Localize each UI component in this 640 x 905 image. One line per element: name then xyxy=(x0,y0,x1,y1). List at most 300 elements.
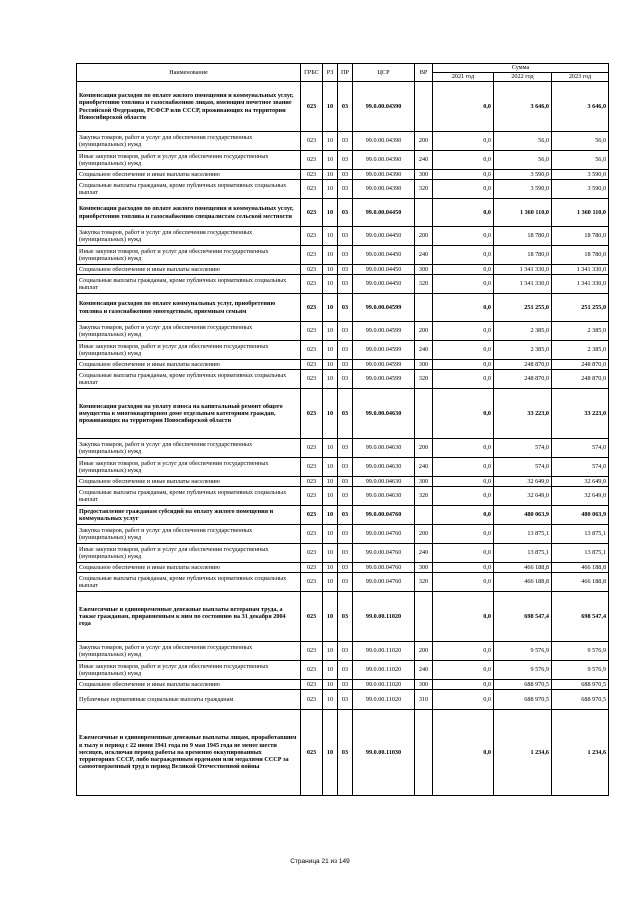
row-grbs: 023 xyxy=(301,322,323,341)
row-vr: 200 xyxy=(415,322,433,341)
row-grbs: 023 xyxy=(301,458,323,477)
header-name: Наименование xyxy=(77,64,301,82)
row-grbs: 023 xyxy=(301,525,323,544)
row-sum-2022: 13 875,1 xyxy=(494,544,552,563)
row-grbs: 023 xyxy=(301,151,323,170)
row-sum-2023: 248 870,0 xyxy=(552,360,609,370)
row-pr: 03 xyxy=(338,322,353,341)
row-vr xyxy=(415,592,433,642)
row-sum-2021: 0,0 xyxy=(433,322,494,341)
row-sum-2021: 0,0 xyxy=(433,592,494,642)
table-row xyxy=(77,246,609,265)
row-vr: 200 xyxy=(415,227,433,246)
row-name: Закупка товаров, работ и услуг для обеспечения государственных (муниципальных) нужд xyxy=(77,525,301,544)
row-name: Закупка товаров, работ и услуг для обеспечения государственных (муниципальных) нужд xyxy=(77,642,301,661)
row-sum-2022: 18 780,0 xyxy=(494,246,552,265)
row-csr: 99.0.00.11020 xyxy=(353,661,415,680)
row-vr: 300 xyxy=(415,477,433,487)
row-vr: 300 xyxy=(415,360,433,370)
row-sum-2021: 0,0 xyxy=(433,360,494,370)
row-csr: 99.0.00.04390 xyxy=(353,151,415,170)
row-name: Социальное обеспечение и иные выплаты населению xyxy=(77,563,301,573)
row-csr: 99.0.00.11020 xyxy=(353,592,415,642)
row-name: Компенсация расходов по оплате жилого помещения и коммунальных услуг, приобретению топлива и газоснабжению лицам, имеющим почетное звание Российской Федерации, РСФСР или СССР, проживающих на территории Новосибирской области xyxy=(77,82,301,132)
row-csr: 99.0.00.04760 xyxy=(353,563,415,573)
row-name: Социальные выплаты гражданам, кроме публичных нормативных социальных выплат xyxy=(77,573,301,592)
row-sum-2022: 33 223,0 xyxy=(494,389,552,439)
row-grbs: 023 xyxy=(301,439,323,458)
row-pr: 03 xyxy=(338,458,353,477)
row-grbs: 023 xyxy=(301,477,323,487)
row-name: Иные закупки товаров, работ и услуг для обеспечения государственных (муниципальных) нужд xyxy=(77,458,301,477)
row-sum-2023: 698 547,4 xyxy=(552,592,609,642)
row-csr: 99.0.00.04390 xyxy=(353,170,415,180)
header-year-2023: 2023 год xyxy=(552,73,609,82)
table-row xyxy=(77,360,609,370)
row-vr: 300 xyxy=(415,170,433,180)
row-csr: 99.0.00.04390 xyxy=(353,82,415,132)
row-grbs: 023 xyxy=(301,132,323,151)
row-pr: 03 xyxy=(338,544,353,563)
page-number: Страница 21 из 149 xyxy=(290,858,350,865)
row-sum-2023: 480 063,9 xyxy=(552,506,609,525)
table-row xyxy=(77,265,609,275)
row-vr: 240 xyxy=(415,544,433,563)
row-sum-2023: 32 649,0 xyxy=(552,487,609,506)
row-vr: 240 xyxy=(415,458,433,477)
table-row xyxy=(77,275,609,294)
header-sum: Сумма xyxy=(433,64,609,73)
row-sum-2021: 0,0 xyxy=(433,180,494,199)
table-row xyxy=(77,227,609,246)
table-row-section xyxy=(77,710,609,796)
row-sum-2022: 698 547,4 xyxy=(494,592,552,642)
row-csr: 99.0.00.11020 xyxy=(353,642,415,661)
row-name: Социальное обеспечение и иные выплаты населению xyxy=(77,680,301,690)
row-pr: 03 xyxy=(338,563,353,573)
row-rz: 10 xyxy=(323,477,338,487)
row-rz: 10 xyxy=(323,661,338,680)
row-sum-2021: 0,0 xyxy=(433,661,494,680)
row-sum-2022: 1 360 110,0 xyxy=(494,199,552,227)
row-csr: 99.0.00.11020 xyxy=(353,690,415,710)
row-vr xyxy=(415,82,433,132)
row-csr: 99.0.00.04630 xyxy=(353,389,415,439)
row-vr: 240 xyxy=(415,341,433,360)
row-csr: 99.0.00.04599 xyxy=(353,370,415,389)
row-pr: 03 xyxy=(338,525,353,544)
row-sum-2022: 251 255,0 xyxy=(494,294,552,322)
row-name: Социальные выплаты гражданам, кроме публичных нормативных социальных выплат xyxy=(77,370,301,389)
row-sum-2022: 56,0 xyxy=(494,151,552,170)
table-row xyxy=(77,458,609,477)
table-row xyxy=(77,525,609,544)
row-vr: 310 xyxy=(415,690,433,710)
row-name: Иные закупки товаров, работ и услуг для обеспечения государственных (муниципальных) нужд xyxy=(77,341,301,360)
row-csr: 99.0.00.04630 xyxy=(353,487,415,506)
budget-document xyxy=(76,63,608,796)
row-grbs: 023 xyxy=(301,592,323,642)
table-row xyxy=(77,370,609,389)
table-row-section xyxy=(77,389,609,439)
row-vr: 300 xyxy=(415,680,433,690)
row-pr: 03 xyxy=(338,360,353,370)
row-name: Закупка товаров, работ и услуг для обеспечения государственных (муниципальных) нужд xyxy=(77,132,301,151)
row-name: Иные закупки товаров, работ и услуг для обеспечения государственных (муниципальных) нужд xyxy=(77,246,301,265)
row-sum-2021: 0,0 xyxy=(433,275,494,294)
row-grbs: 023 xyxy=(301,642,323,661)
row-sum-2021: 0,0 xyxy=(433,227,494,246)
table-header xyxy=(77,64,609,82)
row-rz: 10 xyxy=(323,690,338,710)
row-vr: 240 xyxy=(415,151,433,170)
row-vr xyxy=(415,710,433,796)
row-name: Иные закупки товаров, работ и услуг для обеспечения государственных (муниципальных) нужд xyxy=(77,661,301,680)
table-row-section xyxy=(77,592,609,642)
row-rz: 10 xyxy=(323,360,338,370)
header-rz: РЗ xyxy=(323,64,338,82)
row-sum-2021: 0,0 xyxy=(433,199,494,227)
row-sum-2022: 2 385,0 xyxy=(494,322,552,341)
row-sum-2023: 3 590,0 xyxy=(552,170,609,180)
row-sum-2022: 688 970,5 xyxy=(494,680,552,690)
row-sum-2023: 13 875,1 xyxy=(552,525,609,544)
header-vr: ВР xyxy=(415,64,433,82)
row-rz: 10 xyxy=(323,642,338,661)
table-row-section xyxy=(77,506,609,525)
row-rz: 10 xyxy=(323,294,338,322)
row-csr: 99.0.00.04599 xyxy=(353,294,415,322)
row-vr: 320 xyxy=(415,487,433,506)
row-pr: 03 xyxy=(338,690,353,710)
row-vr: 300 xyxy=(415,265,433,275)
row-rz: 10 xyxy=(323,275,338,294)
row-csr: 99.0.00.11020 xyxy=(353,680,415,690)
row-sum-2023: 56,0 xyxy=(552,151,609,170)
row-sum-2022: 18 780,0 xyxy=(494,227,552,246)
row-rz: 10 xyxy=(323,525,338,544)
row-grbs: 023 xyxy=(301,680,323,690)
row-name: Компенсация расходов по оплате жилого помещения и коммунальных услуг, приобретению топлива и газоснабжению специалистам сельской местности xyxy=(77,199,301,227)
row-grbs: 023 xyxy=(301,275,323,294)
row-name: Социальные выплаты гражданам, кроме публичных нормативных социальных выплат xyxy=(77,487,301,506)
row-name: Компенсация расходов на уплату взноса на капитальный ремонт общего имущества в многоквартирном доме отдельным категориям граждан, проживающих на территории Новосибирской области xyxy=(77,389,301,439)
row-name: Предоставление гражданам субсидий на оплату жилого помещения и коммунальных услуг xyxy=(77,506,301,525)
row-grbs: 023 xyxy=(301,246,323,265)
row-csr: 99.0.00.04630 xyxy=(353,458,415,477)
row-grbs: 023 xyxy=(301,370,323,389)
row-vr: 200 xyxy=(415,132,433,151)
row-rz: 10 xyxy=(323,170,338,180)
header-grbs: ГРБС xyxy=(301,64,323,82)
row-pr: 03 xyxy=(338,439,353,458)
header-year-2021: 2021 год xyxy=(433,73,494,82)
row-csr: 99.0.00.04630 xyxy=(353,439,415,458)
row-vr xyxy=(415,294,433,322)
row-grbs: 023 xyxy=(301,294,323,322)
row-vr: 240 xyxy=(415,661,433,680)
row-name: Ежемесячные и единовременные денежные выплаты ветеранам труда, а также гражданам, приравненным к ним по состоянию на 31 декабря 2004 года xyxy=(77,592,301,642)
row-sum-2021: 0,0 xyxy=(433,132,494,151)
row-grbs: 023 xyxy=(301,710,323,796)
row-rz: 10 xyxy=(323,322,338,341)
table-row xyxy=(77,544,609,563)
row-vr: 200 xyxy=(415,642,433,661)
row-sum-2023: 13 875,1 xyxy=(552,544,609,563)
row-rz: 10 xyxy=(323,710,338,796)
table-row-section xyxy=(77,199,609,227)
row-name: Ежемесячные и единовременные денежные выплаты лицам, проработавшим в тылу в период с 22 июня 1941 года по 9 мая 1945 года не менее шести месяцев, исключая период работы на временно оккупированных территориях СССР, либо награжденным орденами или медалями СССР за самоотверженный труд в период Великой Отечественной войны xyxy=(77,710,301,796)
row-pr: 03 xyxy=(338,661,353,680)
row-vr: 320 xyxy=(415,275,433,294)
row-sum-2023: 33 223,0 xyxy=(552,389,609,439)
row-sum-2021: 0,0 xyxy=(433,265,494,275)
row-vr: 300 xyxy=(415,563,433,573)
row-sum-2022: 3 590,0 xyxy=(494,170,552,180)
row-sum-2023: 9 576,9 xyxy=(552,642,609,661)
row-rz: 10 xyxy=(323,180,338,199)
row-sum-2022: 3 590,0 xyxy=(494,180,552,199)
row-vr xyxy=(415,506,433,525)
row-name: Социальное обеспечение и иные выплаты населению xyxy=(77,477,301,487)
row-csr: 99.0.00.04599 xyxy=(353,322,415,341)
row-rz: 10 xyxy=(323,487,338,506)
table-row xyxy=(77,132,609,151)
row-sum-2021: 0,0 xyxy=(433,544,494,563)
budget-table xyxy=(76,63,609,796)
row-sum-2021: 0,0 xyxy=(433,642,494,661)
row-grbs: 023 xyxy=(301,199,323,227)
row-pr: 03 xyxy=(338,680,353,690)
row-csr: 99.0.00.11030 xyxy=(353,710,415,796)
row-csr: 99.0.00.04390 xyxy=(353,132,415,151)
row-sum-2021: 0,0 xyxy=(433,487,494,506)
row-sum-2023: 9 576,9 xyxy=(552,661,609,680)
row-sum-2021: 0,0 xyxy=(433,82,494,132)
row-grbs: 023 xyxy=(301,227,323,246)
row-name: Закупка товаров, работ и услуг для обеспечения государственных (муниципальных) нужд xyxy=(77,439,301,458)
row-sum-2023: 18 780,0 xyxy=(552,227,609,246)
table-row xyxy=(77,477,609,487)
row-sum-2021: 0,0 xyxy=(433,389,494,439)
row-grbs: 023 xyxy=(301,82,323,132)
header-year-2022: 2022 год xyxy=(494,73,552,82)
row-name: Публичные нормативные социальные выплаты гражданам xyxy=(77,690,301,710)
row-pr: 03 xyxy=(338,199,353,227)
row-rz: 10 xyxy=(323,506,338,525)
row-grbs: 023 xyxy=(301,573,323,592)
row-csr: 99.0.00.04760 xyxy=(353,573,415,592)
row-rz: 10 xyxy=(323,563,338,573)
table-row xyxy=(77,690,609,710)
row-pr: 03 xyxy=(338,573,353,592)
row-csr: 99.0.00.04450 xyxy=(353,227,415,246)
row-sum-2023: 1 234,6 xyxy=(552,710,609,796)
row-grbs: 023 xyxy=(301,180,323,199)
row-vr: 320 xyxy=(415,180,433,199)
row-rz: 10 xyxy=(323,227,338,246)
row-name: Социальное обеспечение и иные выплаты населению xyxy=(77,265,301,275)
header-pr: ПР xyxy=(338,64,353,82)
row-sum-2022: 466 188,8 xyxy=(494,573,552,592)
row-sum-2021: 0,0 xyxy=(433,690,494,710)
row-rz: 10 xyxy=(323,370,338,389)
row-csr: 99.0.00.04599 xyxy=(353,360,415,370)
row-vr: 320 xyxy=(415,370,433,389)
row-pr: 03 xyxy=(338,642,353,661)
row-csr: 99.0.00.04450 xyxy=(353,265,415,275)
row-grbs: 023 xyxy=(301,690,323,710)
row-sum-2023: 248 870,0 xyxy=(552,370,609,389)
table-row xyxy=(77,151,609,170)
row-pr: 03 xyxy=(338,487,353,506)
row-sum-2022: 9 576,9 xyxy=(494,642,552,661)
row-sum-2022: 688 970,5 xyxy=(494,690,552,710)
row-csr: 99.0.00.04390 xyxy=(353,180,415,199)
row-sum-2022: 32 649,0 xyxy=(494,487,552,506)
row-sum-2023: 688 970,5 xyxy=(552,690,609,710)
row-vr: 200 xyxy=(415,439,433,458)
row-sum-2021: 0,0 xyxy=(433,341,494,360)
row-sum-2021: 0,0 xyxy=(433,458,494,477)
row-sum-2023: 688 970,5 xyxy=(552,680,609,690)
row-rz: 10 xyxy=(323,439,338,458)
row-csr: 99.0.00.04630 xyxy=(353,477,415,487)
row-grbs: 023 xyxy=(301,563,323,573)
row-csr: 99.0.00.04450 xyxy=(353,199,415,227)
row-sum-2023: 466 188,8 xyxy=(552,573,609,592)
row-sum-2022: 3 646,0 xyxy=(494,82,552,132)
row-sum-2023: 2 385,0 xyxy=(552,341,609,360)
row-name: Компенсация расходов по оплате коммунальных услуг, приобретению топлива и газоснабжению многодетным, приемным семьям xyxy=(77,294,301,322)
row-sum-2022: 1 341 330,0 xyxy=(494,275,552,294)
row-pr: 03 xyxy=(338,151,353,170)
table-row xyxy=(77,180,609,199)
row-sum-2021: 0,0 xyxy=(433,477,494,487)
row-rz: 10 xyxy=(323,341,338,360)
row-csr: 99.0.00.04599 xyxy=(353,341,415,360)
row-pr: 03 xyxy=(338,294,353,322)
table-row-section xyxy=(77,82,609,132)
row-pr: 03 xyxy=(338,477,353,487)
row-pr: 03 xyxy=(338,227,353,246)
row-rz: 10 xyxy=(323,389,338,439)
row-sum-2023: 32 649,0 xyxy=(552,477,609,487)
row-sum-2021: 0,0 xyxy=(433,506,494,525)
row-rz: 10 xyxy=(323,246,338,265)
row-vr: 240 xyxy=(415,246,433,265)
table-row xyxy=(77,573,609,592)
row-name: Иные закупки товаров, работ и услуг для обеспечения государственных (муниципальных) нужд xyxy=(77,544,301,563)
row-pr: 03 xyxy=(338,710,353,796)
row-sum-2021: 0,0 xyxy=(433,680,494,690)
row-sum-2022: 1 341 330,0 xyxy=(494,265,552,275)
row-sum-2021: 0,0 xyxy=(433,439,494,458)
row-sum-2023: 1 341 330,0 xyxy=(552,275,609,294)
row-sum-2023: 2 385,0 xyxy=(552,322,609,341)
row-name: Иные закупки товаров, работ и услуг для обеспечения государственных (муниципальных) нужд xyxy=(77,151,301,170)
row-csr: 99.0.00.04760 xyxy=(353,544,415,563)
row-vr: 320 xyxy=(415,573,433,592)
row-sum-2023: 3 590,0 xyxy=(552,180,609,199)
table-row xyxy=(77,170,609,180)
row-sum-2022: 480 063,9 xyxy=(494,506,552,525)
row-sum-2022: 248 870,0 xyxy=(494,360,552,370)
row-sum-2021: 0,0 xyxy=(433,573,494,592)
row-sum-2022: 248 870,0 xyxy=(494,370,552,389)
row-sum-2021: 0,0 xyxy=(433,294,494,322)
row-sum-2021: 0,0 xyxy=(433,170,494,180)
row-csr: 99.0.00.04760 xyxy=(353,506,415,525)
row-sum-2021: 0,0 xyxy=(433,370,494,389)
row-grbs: 023 xyxy=(301,544,323,563)
row-grbs: 023 xyxy=(301,506,323,525)
row-grbs: 023 xyxy=(301,265,323,275)
row-vr xyxy=(415,199,433,227)
row-pr: 03 xyxy=(338,506,353,525)
row-rz: 10 xyxy=(323,592,338,642)
row-sum-2023: 3 646,0 xyxy=(552,82,609,132)
row-rz: 10 xyxy=(323,458,338,477)
table-row xyxy=(77,439,609,458)
row-rz: 10 xyxy=(323,199,338,227)
table-row xyxy=(77,661,609,680)
row-sum-2023: 251 255,0 xyxy=(552,294,609,322)
table-body xyxy=(77,82,609,796)
row-vr xyxy=(415,389,433,439)
row-sum-2022: 56,0 xyxy=(494,132,552,151)
row-sum-2021: 0,0 xyxy=(433,151,494,170)
row-sum-2022: 13 875,1 xyxy=(494,525,552,544)
header-csr: ЦСР xyxy=(353,64,415,82)
row-grbs: 023 xyxy=(301,487,323,506)
row-sum-2022: 32 649,0 xyxy=(494,477,552,487)
row-pr: 03 xyxy=(338,275,353,294)
row-sum-2022: 574,0 xyxy=(494,439,552,458)
row-sum-2023: 574,0 xyxy=(552,458,609,477)
row-grbs: 023 xyxy=(301,661,323,680)
row-grbs: 023 xyxy=(301,360,323,370)
row-sum-2021: 0,0 xyxy=(433,525,494,544)
row-sum-2022: 574,0 xyxy=(494,458,552,477)
row-grbs: 023 xyxy=(301,170,323,180)
row-sum-2022: 1 234,6 xyxy=(494,710,552,796)
row-name: Социальное обеспечение и иные выплаты населению xyxy=(77,170,301,180)
row-sum-2022: 466 188,8 xyxy=(494,563,552,573)
row-rz: 10 xyxy=(323,544,338,563)
row-pr: 03 xyxy=(338,389,353,439)
row-sum-2021: 0,0 xyxy=(433,563,494,573)
row-rz: 10 xyxy=(323,573,338,592)
row-pr: 03 xyxy=(338,170,353,180)
row-rz: 10 xyxy=(323,265,338,275)
row-rz: 10 xyxy=(323,132,338,151)
table-row xyxy=(77,322,609,341)
row-csr: 99.0.00.04760 xyxy=(353,525,415,544)
row-sum-2022: 9 576,9 xyxy=(494,661,552,680)
row-rz: 10 xyxy=(323,151,338,170)
row-pr: 03 xyxy=(338,592,353,642)
row-csr: 99.0.00.04450 xyxy=(353,275,415,294)
row-sum-2023: 1 360 110,0 xyxy=(552,199,609,227)
row-sum-2023: 1 341 330,0 xyxy=(552,265,609,275)
row-vr: 200 xyxy=(415,525,433,544)
table-row xyxy=(77,642,609,661)
row-rz: 10 xyxy=(323,680,338,690)
row-name: Закупка товаров, работ и услуг для обеспечения государственных (муниципальных) нужд xyxy=(77,227,301,246)
row-rz: 10 xyxy=(323,82,338,132)
row-name: Закупка товаров, работ и услуг для обеспечения государственных (муниципальных) нужд xyxy=(77,322,301,341)
